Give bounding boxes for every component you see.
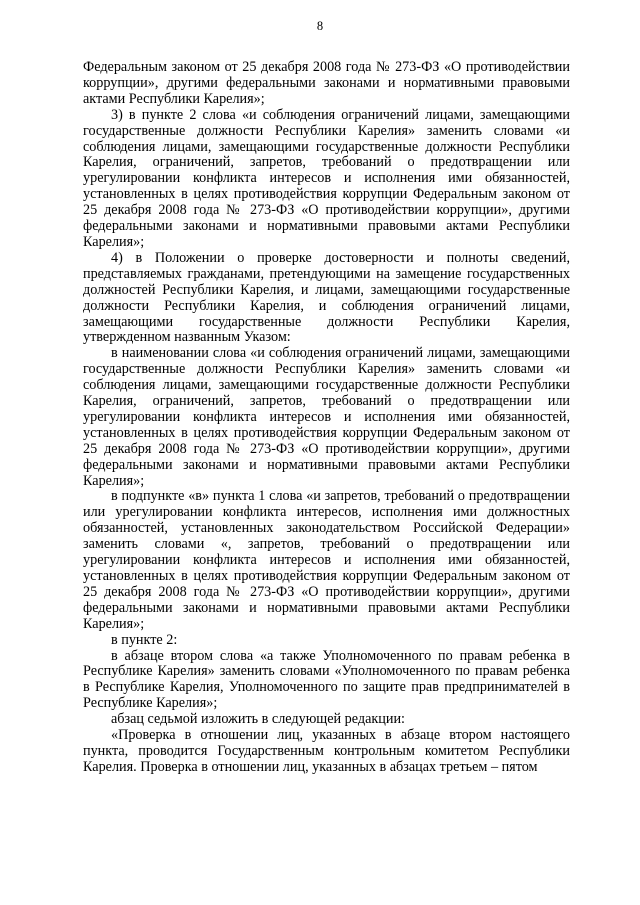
paragraph-subitem-v-amendment: в подпункте «в» пункта 1 слова «и запретов, требований о предотвращении или урегулировании конфликта интересов, исполнения ими должностных обязанностей, установленных законодательством Российской Федерации» заменить словами «, запретов, требований о предотвращении или урегулировании конфликта интересов и исполнения ими обязанностей, установленных в целях противодействия коррупции Федеральным законом от 25 декабря 2008 года № 273-ФЗ «О противодействии коррупции», другими федеральными законами и нормативными правовыми актами Республики Карелия»;: [83, 488, 570, 632]
paragraph-second-abzac-amendment: в абзаце втором слова «а также Уполномоченного по правам ребенка в Республике Карелия» заменить словами «Уполномоченного по правам ребенка в Республике Карелия, Уполномоченного по защите прав предпринимателей в Республике Карелия»;: [83, 647, 570, 712]
paragraph-seventh-abzac-heading: абзац седьмой изложить в следующей редакции:: [111, 711, 406, 728]
paragraph-title-amendment: в наименовании слова «и соблюдения ограничений лицами, замещающими государственные должности Республики Карелия» заменить словами «и соблюдения лицами, замещающими государственные должности Республики Карелия, ограничений, запретов, требований о предотвращении или урегулировании конфликта интересов и исполнения ими обязанностей, установленных в целях противодействия коррупции Федеральным законом от 25 декабря 2008 года № 273-ФЗ «О противодействии коррупции», другими федеральными законами и нормативными правовыми актами Республики Карелия»;: [83, 345, 570, 489]
paragraph-continuation: Федеральным законом от 25 декабря 2008 года № 273-ФЗ «О противодействии коррупции», другими федеральными законами и нормативными правовыми актами Республики Карелия»;: [83, 59, 570, 107]
document-body: [83, 60, 570, 776]
paragraph-new-wording: «Проверка в отношении лиц, указанных в абзаце втором настоящего пункта, проводится Государственным контрольным комитетом Республики Карелия. Проверка в отношении лиц, указанных в абзацах третьем – пятом: [83, 727, 570, 775]
page-number: 8: [316, 19, 324, 33]
paragraph-item-3: 3) в пункте 2 слова «и соблюдения ограничений лицами, замещающими государственные должности Республики Карелия» заменить словами «и соблюдения лицами, замещающими государственные должности Республики Карелия, ограничений, запретов, требований о предотвращении или урегулировании конфликта интересов и исполнения ими обязанностей, установленных в целях противодействия коррупции Федеральным законом от 25 декабря 2008 года № 273-ФЗ «О противодействии коррупции», другими федеральными законами и нормативными правовыми актами Республики Карелия»;: [83, 106, 570, 250]
paragraph-item-4: 4) в Положении о проверке достоверности и полноты сведений, представляемых гражданами, претендующими на замещение государственных должностей Республики Карелия, и лицами, замещающими государственные должности Республики Карелия, и соблюдения ограничений лицами, замещающими государственные должности Республики Карелия, утвержденном названным Указом:: [83, 249, 570, 346]
paragraph-item-2-heading: в пункте 2:: [111, 631, 178, 648]
